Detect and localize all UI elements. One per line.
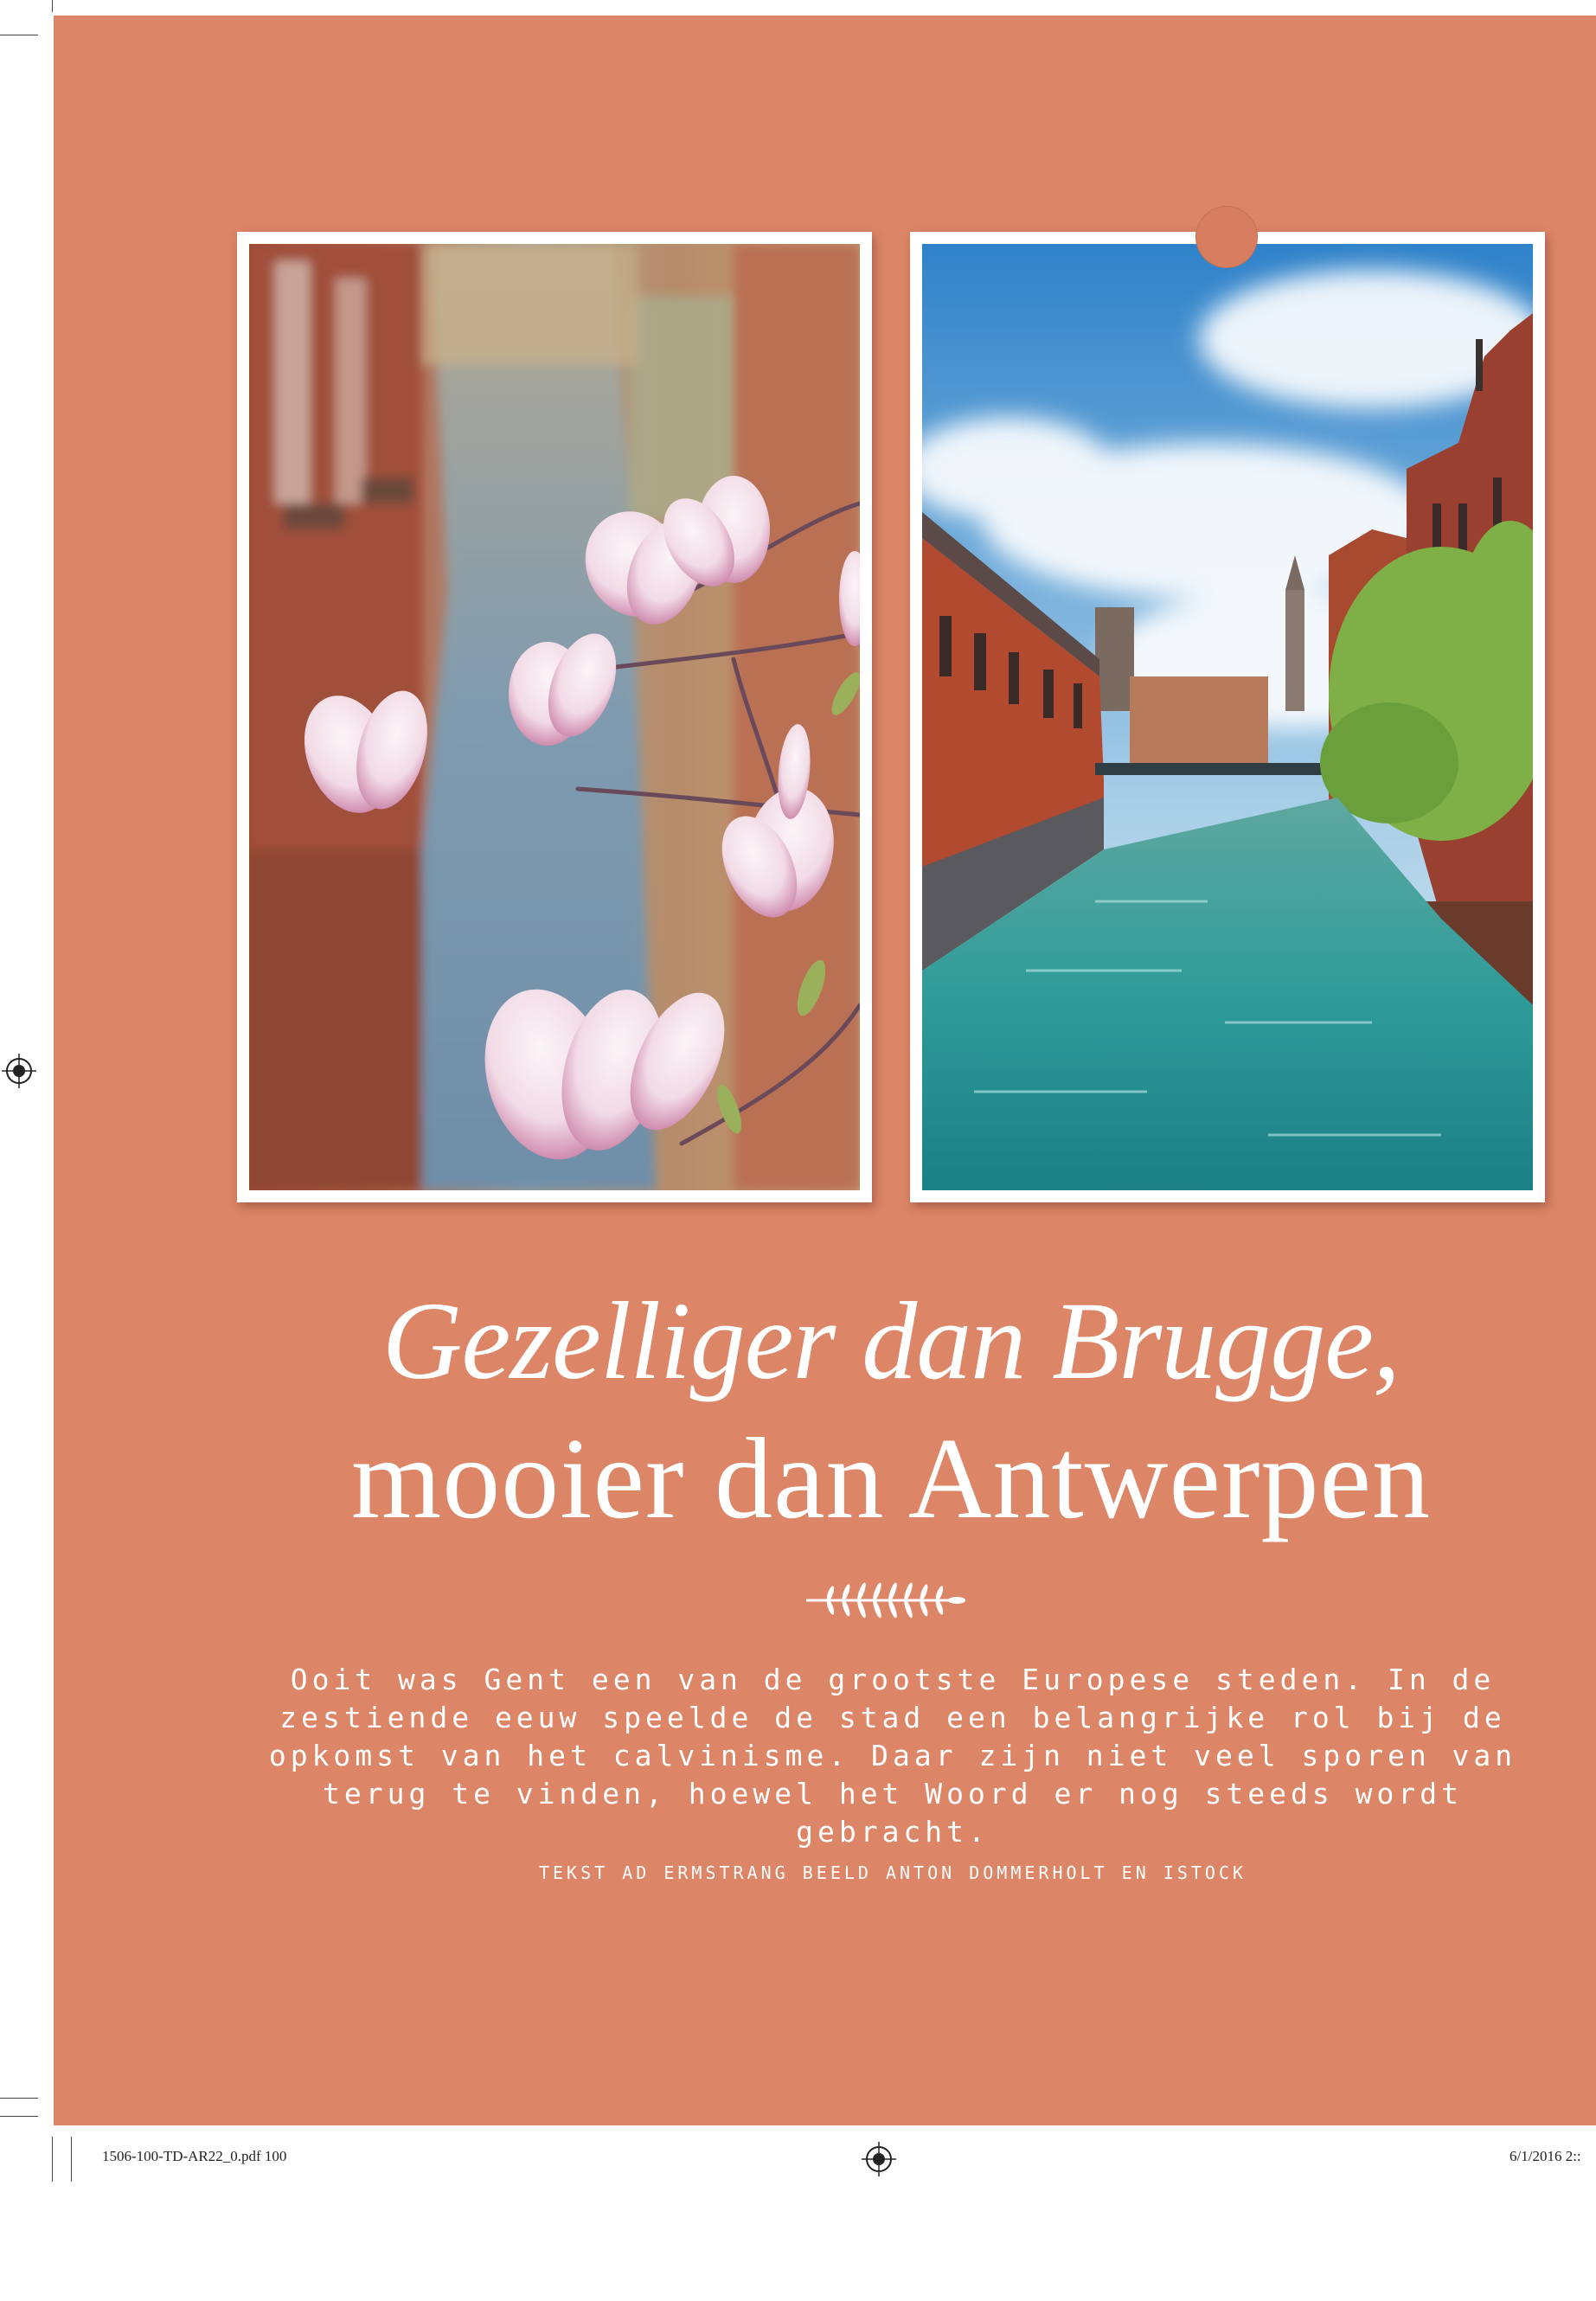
photo-pin (1195, 206, 1258, 268)
headline-line-1: Gezelliger dan Brugge, (382, 1279, 1400, 1402)
print-slug-file: 1506-100-TD-AR22_0.pdf 100 (102, 2148, 287, 2164)
crop-mark-bottom-left-h (0, 2098, 38, 2099)
photo-magnolia-canal (237, 232, 872, 1202)
credit-line: TEKST AD ERMSTRANG BEELD ANTON DOMMERHOLT EN ISTOCK (538, 1862, 1247, 1883)
registration-mark-icon (2, 1054, 36, 1088)
crop-mark-bottom-left-v (52, 2137, 53, 2182)
headline-line-2: mooier dan Antwerpen (351, 1414, 1431, 1542)
crop-mark-bottom-left-v2 (71, 2137, 72, 2182)
ghent-canal-image (922, 244, 1533, 1190)
print-slug-date: 6/1/2016 2:: (1509, 2148, 1581, 2164)
crop-mark-bottom-left-h2 (0, 2116, 38, 2117)
wheat-ornament-icon (804, 1581, 969, 1619)
intro-paragraph: Ooit was Gent een van de grootste Europese steden. In de zestiende eeuw speelde de stad een belangrijke rol bij de opkomst van het calvinisme. Daar zijn niet veel sporen van terug te vinden, hoewel het Woord er nog steeds wordt gebracht. (268, 1663, 1517, 1849)
crop-mark-top-left-v (52, 0, 53, 12)
magnolia-canal-image (249, 244, 860, 1190)
registration-mark-icon (862, 2142, 896, 2176)
photo-ghent-canal (910, 232, 1545, 1202)
